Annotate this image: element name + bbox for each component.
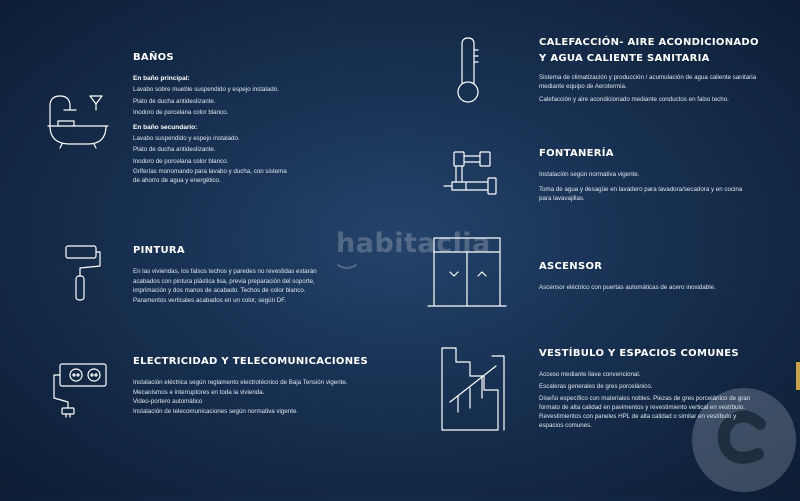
fontaneria-para2-line2: para lavavajillas.: [539, 195, 585, 202]
banos-principal-item: Lavabo sobre mueble suspendido y espejo instalado.: [133, 86, 279, 93]
banos-secundario-item: Inodoro de porcelana color blanco.: [133, 157, 229, 165]
banos-principal-item: Plato de ducha antideslizante.: [133, 97, 216, 105]
ascensor-para: Ascensor eléctrico con puertas automáticas de acero inoxidable.: [539, 284, 716, 291]
section-ascensor: [539, 259, 779, 296]
banos-principal-item: Inodoro de porcelana color blanco.: [133, 109, 229, 116]
section-fontaneria: [539, 146, 779, 207]
bathtub-icon: [44, 88, 112, 150]
edge-accent-mark: [796, 362, 800, 390]
banos-secundario-item: de ahorro de agua y energético.: [133, 177, 221, 184]
staircase-icon: [440, 342, 508, 434]
electricidad-line: Mecanismos e interruptores en toda la vivienda.: [133, 388, 265, 396]
banos-secundario-item: Lavabo suspendido y espejo instalado.: [133, 134, 240, 142]
section-electricidad: [133, 354, 373, 416]
pintura-line: En las viviendas, los falsos techos y paredes no revestidas estarán: [133, 268, 317, 275]
vestibulo-para3-line: Diseño específico con materiales nobles. Piezas de gres porcelánico de gran: [539, 395, 751, 402]
calefaccion-title-line1: CALEFACCIÓN- AIRE ACONDICIONADO: [539, 37, 759, 48]
vestibulo-title: VESTÍBULO Y ESPACIOS COMUNES: [539, 348, 739, 359]
fontaneria-title: FONTANERÍA: [539, 148, 614, 159]
section-banos: [133, 50, 333, 185]
pintura-line: imprimación y dos manos de acabado. Techos de color blanco.: [133, 287, 306, 294]
banos-secundario-label: En baño secundario:: [133, 123, 198, 131]
pipes-icon: [440, 150, 506, 206]
pintura-title: PINTURA: [133, 245, 185, 256]
vestibulo-para2: Escaleras generales de gres porcelánico.: [539, 383, 653, 390]
section-pintura: [133, 243, 333, 305]
fontaneria-para2-line1: Toma de agua y desagüe en lavadero para lavadora/secadora y en cocina: [539, 186, 743, 193]
section-vestibulo: [539, 346, 779, 430]
pintura-line: acabados con pintura plástica lisa, previa preparación del soporte,: [133, 277, 315, 285]
calefaccion-para1-line1: Sistema de climatización y producción / acumulación de agua caliente sanitaria: [539, 74, 757, 81]
pintura-line: Paramentos verticales acabados en un color, según DF.: [133, 296, 287, 304]
calefaccion-para2: Calefacción y aire acondicionado mediante conductos en falso techo.: [539, 96, 729, 103]
fontaneria-para1: Instalación según normativa vigente.: [539, 171, 640, 178]
calefaccion-title-line2: Y AGUA CALIENTE SANITARIA: [539, 53, 710, 64]
vestibulo-para3-line: espacios comunes.: [539, 422, 592, 429]
paint-roller-icon: [64, 244, 104, 304]
vestibulo-para3-line: Revestimientos con paneles HPL de alta calidad o similar en vestíbulo y: [539, 413, 737, 420]
electricidad-line: Instalación de telecomunicaciones según normativa vigente.: [133, 407, 299, 415]
watermark-text: habitaclia: [336, 228, 491, 259]
power-outlet-icon: [50, 360, 112, 418]
banos-secundario-item: Plato de ducha antideslizante.: [133, 146, 216, 153]
banos-principal-label: En baño principal:: [133, 75, 190, 82]
banos-secundario-item: Griferías monomando para lavabo y ducha, con sistema: [133, 168, 287, 175]
calefaccion-para1-line2: mediante equipo de Aerotermia.: [539, 83, 627, 90]
banos-title: BAÑOS: [133, 52, 174, 63]
electricidad-title: ELECTRICIDAD Y TELECOMUNICACIONES: [133, 356, 369, 367]
vestibulo-para3-line: formato de alta calidad en pavimentos y revestimiento vertical en vestíbulo.: [539, 404, 746, 411]
electricidad-line: Video-portero automático: [133, 398, 203, 405]
thermometer-icon: [448, 36, 488, 106]
electricidad-line: Instalación eléctrica según reglamento electrotécnico de Baja Tensión vigente.: [133, 379, 348, 386]
vestibulo-para1: Acceso mediante llave convencional.: [539, 371, 641, 378]
section-calefaccion: [539, 35, 779, 108]
watermark-smile-icon: [336, 258, 358, 276]
ascensor-title: ASCENSOR: [539, 261, 603, 272]
